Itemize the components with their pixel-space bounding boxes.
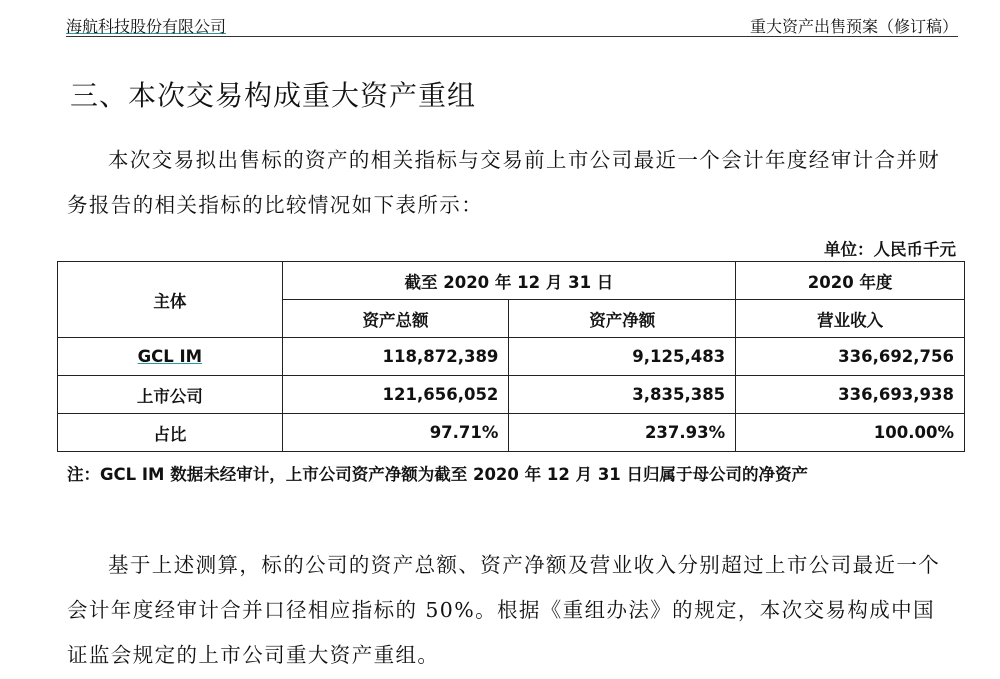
row-label: 上市公司 bbox=[58, 376, 283, 414]
conclusion-paragraph: 基于上述测算，标的公司的资产总额、资产净额及营业收入分别超过上市公司最近一个会计年度经审计合并口径相应指标的 50%。根据《重组办法》的规定，本次交易构成中国证监会规定的上市公司重大资产重组。 bbox=[67, 553, 941, 667]
table-row bbox=[58, 338, 965, 376]
unit-label: 单位：人民币千元 bbox=[824, 240, 956, 259]
group-header-year: 2020 年度 bbox=[736, 262, 965, 300]
table-cell: 118,872,389 bbox=[282, 338, 509, 376]
intro-paragraph: 本次交易拟出售标的资产的相关指标与交易前上市公司最近一个会计年度经审计合并财务报告的相关指标的比较情况如下表所示： bbox=[67, 148, 941, 217]
table-cell: 237.93% bbox=[509, 414, 736, 452]
row-label: 占比 bbox=[58, 414, 283, 452]
table-cell: 336,692,756 bbox=[736, 338, 965, 376]
table-header-row bbox=[58, 262, 965, 300]
row-label bbox=[58, 338, 283, 376]
comparison-table bbox=[57, 261, 965, 452]
table-row bbox=[58, 376, 965, 414]
table-cell: 3,835,385 bbox=[509, 376, 736, 414]
table-cell: 9,125,483 bbox=[509, 338, 736, 376]
column-header-total-assets: 资产总额 bbox=[282, 300, 509, 338]
group-header-balance: 截至 2020 年 12 月 31 日 bbox=[282, 262, 736, 300]
section-title: 三、本次交易构成重大资产重组 bbox=[70, 79, 477, 112]
table-cell: 97.71% bbox=[282, 414, 509, 452]
page-header bbox=[66, 12, 958, 37]
subject-header: 主体 bbox=[58, 262, 283, 338]
table-cell: 336,693,938 bbox=[736, 376, 965, 414]
column-header-net-assets: 资产净额 bbox=[509, 300, 736, 338]
row-label-text: GCL IM bbox=[137, 347, 203, 366]
table-row bbox=[58, 414, 965, 452]
column-header-revenue: 营业收入 bbox=[736, 300, 965, 338]
table-cell: 121,656,052 bbox=[282, 376, 509, 414]
company-name: 海航科技股份有限公司 bbox=[66, 17, 227, 36]
document-title: 重大资产出售预案（修订稿） bbox=[749, 17, 958, 36]
table-cell: 100.00% bbox=[736, 414, 965, 452]
table-note: 注：GCL IM 数据未经审计，上市公司资产净额为截至 2020 年 12 月 31 日归属于母公司的净资产 bbox=[67, 465, 809, 484]
